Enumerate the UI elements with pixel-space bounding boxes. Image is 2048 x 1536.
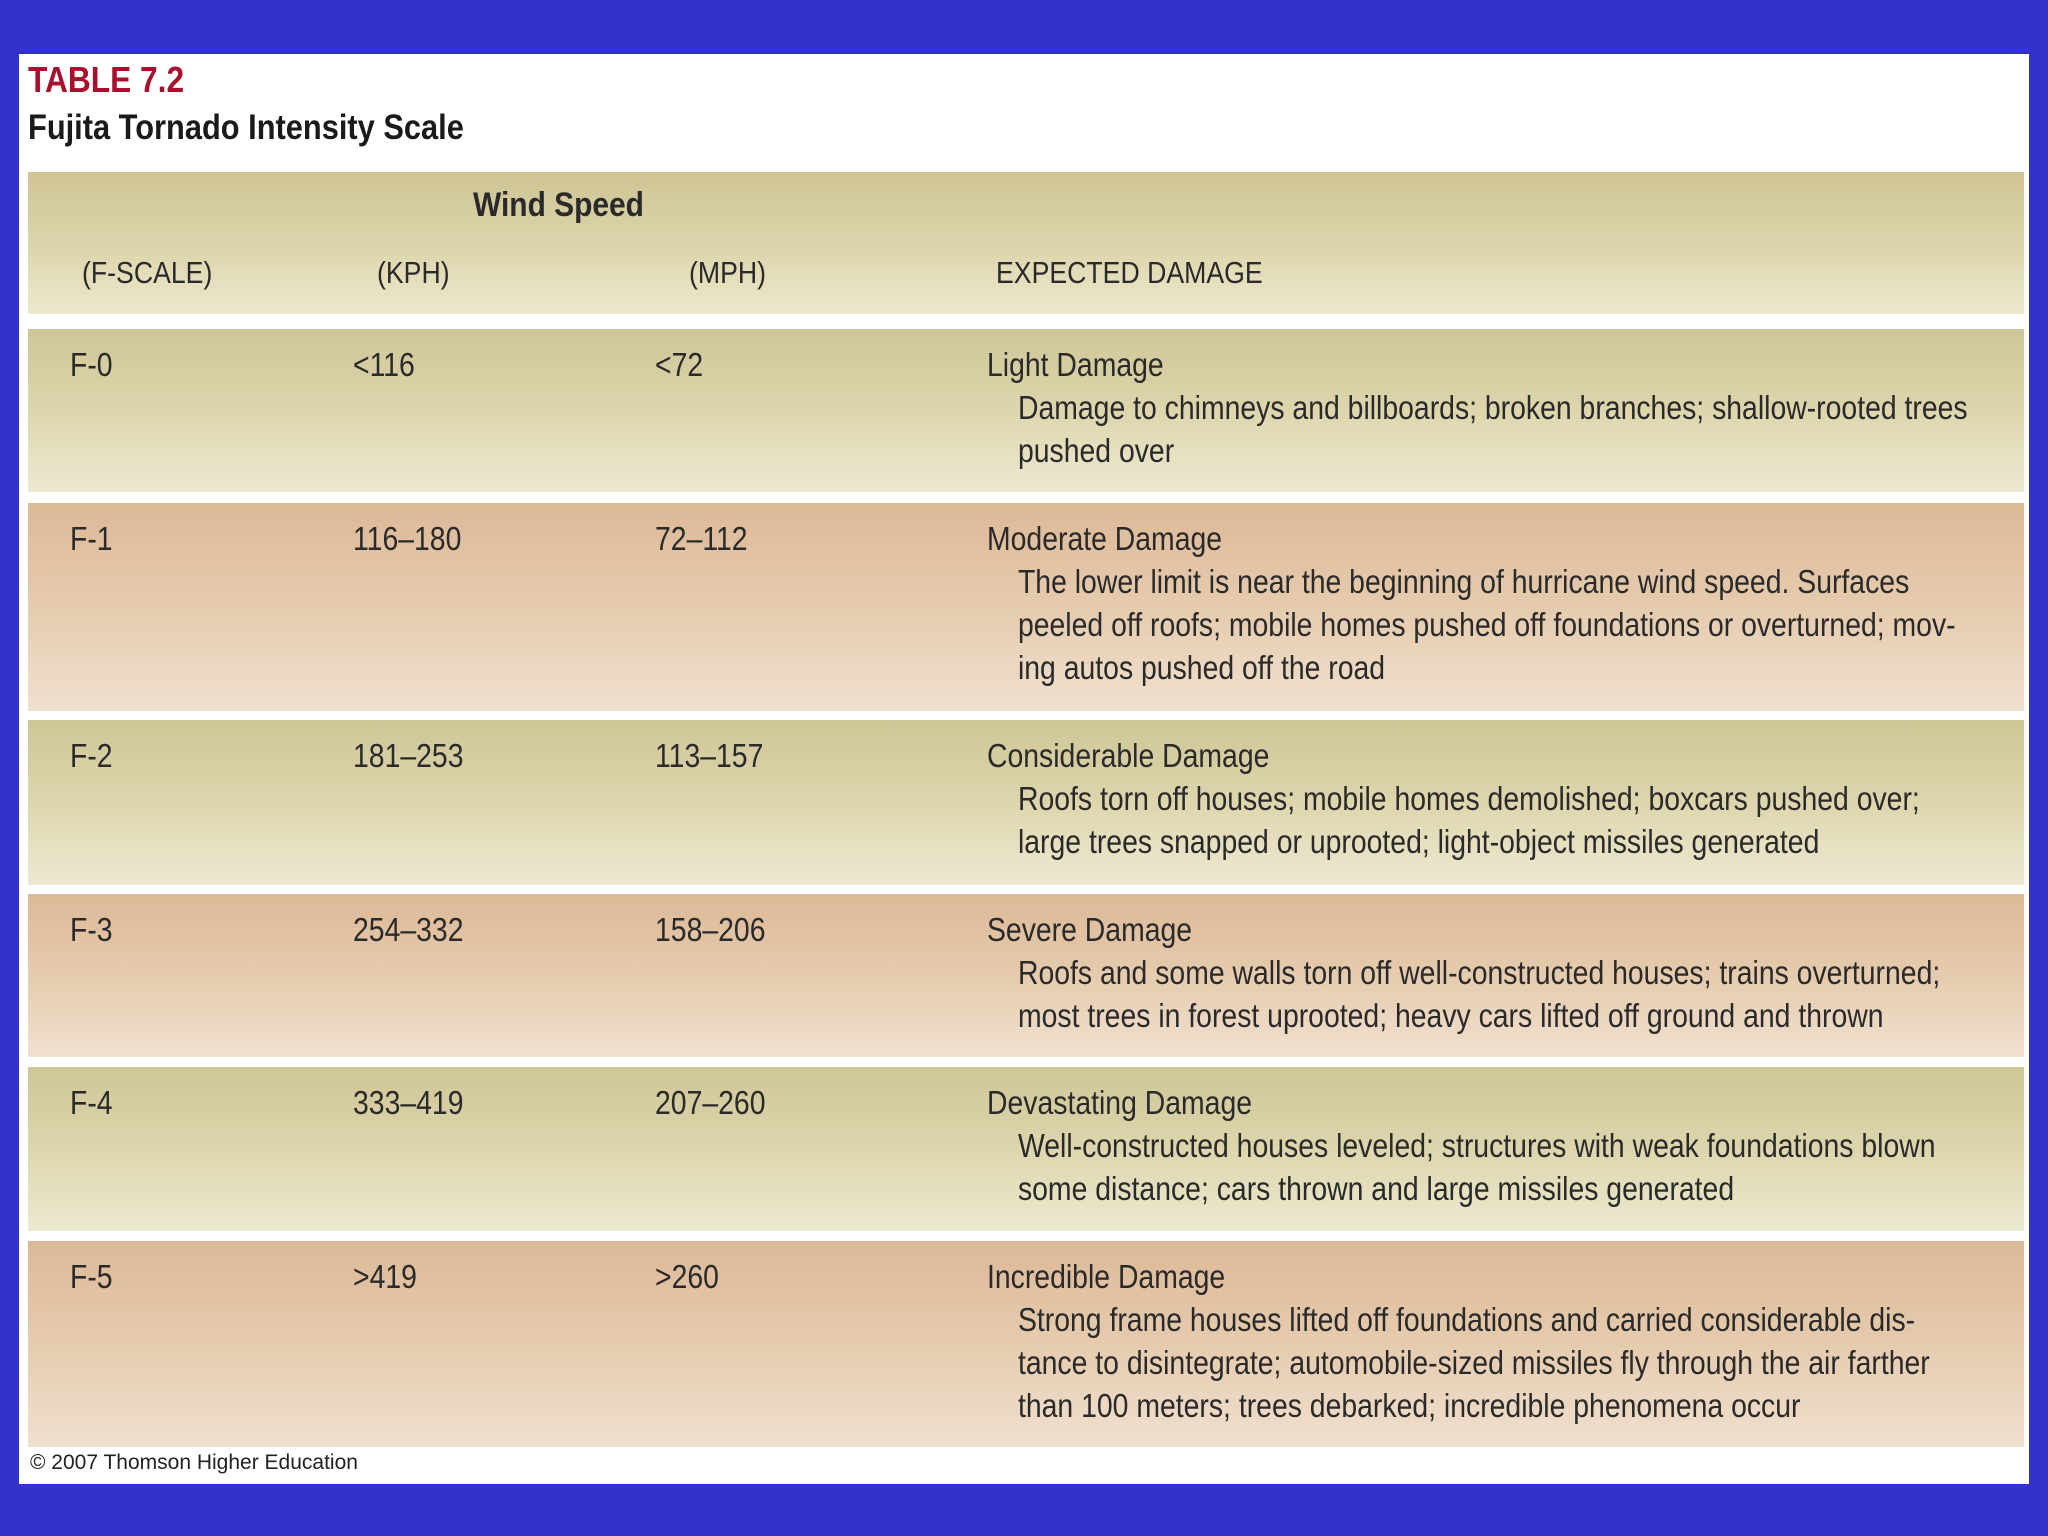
damage-description-line: some distance; cars thrown and large missiles generated (1017, 1170, 1735, 1207)
table-sheet (19, 54, 2029, 1484)
kph-cell: 254–332 (353, 911, 464, 948)
mph-cell: 207–260 (655, 1084, 766, 1121)
mph-cell: 72–112 (655, 520, 748, 557)
damage-description-line: peeled off roofs; mobile homes pushed off foundations or overturned; mov- (1017, 606, 1956, 643)
damage-title: Light Damage (987, 346, 1164, 383)
fscale-cell: F-4 (70, 1084, 113, 1121)
damage-title: Devastating Damage (987, 1084, 1253, 1121)
kph-cell: 333–419 (353, 1084, 464, 1121)
damage-description-line: tance to disintegrate; automobile-sized missiles fly through the air farther (1017, 1344, 1930, 1381)
table-row (28, 720, 2024, 885)
mph-cell: 113–157 (655, 737, 764, 774)
damage-cell (987, 1255, 1930, 1427)
table-row (28, 1067, 2024, 1231)
header-fscale: (F-SCALE) (82, 255, 213, 290)
damage-description-line: most trees in forest uprooted; heavy cars lifted off ground and thrown (1017, 997, 1884, 1034)
damage-description-line: Roofs torn off houses; mobile homes demolished; boxcars pushed over; (1017, 780, 1920, 817)
damage-description-line: than 100 meters; trees debarked; incredible phenomena occur (1017, 1387, 1801, 1424)
damage-description-line: Roofs and some walls torn off well-constructed houses; trains overturned; (1017, 954, 1941, 991)
damage-title: Moderate Damage (987, 520, 1223, 557)
damage-cell (987, 343, 1968, 472)
fscale-cell: F-5 (70, 1258, 113, 1295)
damage-cell (987, 517, 1956, 689)
table-row (28, 503, 2024, 711)
damage-description-line: Strong frame houses lifted off foundations and carried considerable dis- (1017, 1301, 1916, 1338)
damage-cell (987, 734, 1920, 863)
mph-cell: <72 (655, 346, 704, 383)
fscale-cell: F-1 (70, 520, 113, 557)
damage-description-line: The lower limit is near the beginning of hurricane wind speed. Surfaces (1017, 563, 1910, 600)
header-kph: (KPH) (377, 255, 450, 290)
damage-description-line: Well-constructed houses leveled; structures with weak foundations blown (1017, 1127, 1936, 1164)
damage-description-line: large trees snapped or uprooted; light-object missiles generated (1017, 823, 1820, 860)
table-row (28, 329, 2024, 492)
table-header (28, 172, 2024, 314)
mph-cell: >260 (655, 1258, 719, 1295)
kph-cell: >419 (353, 1258, 417, 1295)
header-expected-damage: EXPECTED DAMAGE (996, 255, 1263, 290)
damage-description-line: pushed over (1017, 432, 1175, 469)
fscale-cell: F-3 (70, 911, 113, 948)
header-mph: (MPH) (689, 255, 767, 290)
kph-cell: <116 (353, 346, 415, 383)
damage-description-line: Damage to chimneys and billboards; broken branches; shallow-rooted trees (1017, 389, 1968, 426)
fscale-cell: F-0 (70, 346, 113, 383)
damage-cell (987, 908, 1941, 1037)
damage-cell (987, 1081, 1936, 1210)
kph-cell: 116–180 (353, 520, 462, 557)
copyright-footer: © 2007 Thomson Higher Education (30, 1451, 358, 1474)
table-title: Fujita Tornado Intensity Scale (28, 108, 464, 147)
kph-cell: 181–253 (353, 737, 464, 774)
damage-title: Severe Damage (987, 911, 1193, 948)
damage-title: Considerable Damage (987, 737, 1270, 774)
wind-speed-group-label: Wind Speed (473, 186, 644, 224)
mph-cell: 158–206 (655, 911, 766, 948)
table-row (28, 894, 2024, 1057)
table-number: TABLE 7.2 (28, 59, 185, 100)
damage-title: Incredible Damage (987, 1258, 1226, 1295)
fscale-cell: F-2 (70, 737, 113, 774)
table-row (28, 1241, 2024, 1447)
damage-description-line: ing autos pushed off the road (1017, 649, 1386, 686)
